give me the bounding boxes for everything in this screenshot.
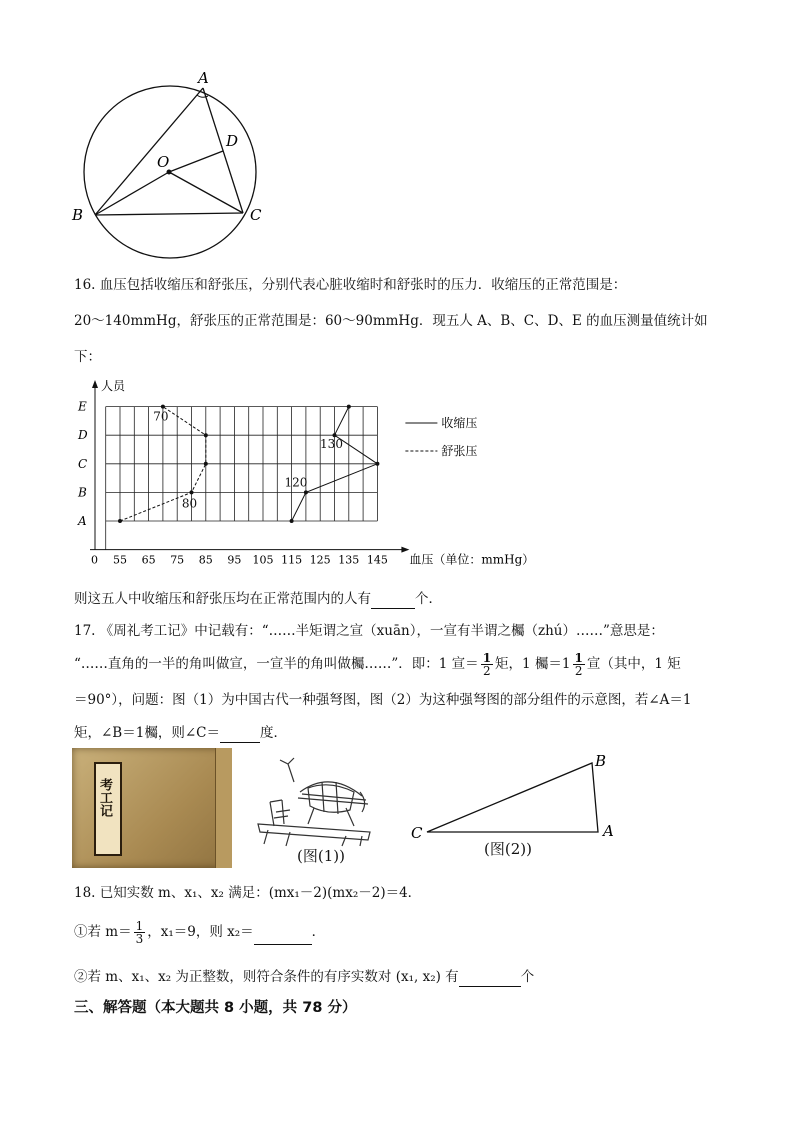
q18-part1-post: ，x₁＝9，则 x₂＝ xyxy=(147,924,254,940)
data-label: 80 xyxy=(181,496,198,511)
data-label: 120 xyxy=(284,475,308,490)
q16-line2: 20～140mmHg，舒张压的正常范围是：60～90mmHg．现五人 A、B、C、D、E 的血压测量值统计如 xyxy=(74,313,708,329)
q16-question-pre: 则这五人中收缩压和舒张压均在正常范围内的人有 xyxy=(74,591,371,607)
tri-label-B: B xyxy=(595,752,607,770)
q16-line3: 下： xyxy=(74,349,101,365)
x-tick-label: 115 xyxy=(281,553,303,567)
x-tick-label: 65 xyxy=(141,553,156,567)
data-label: 70 xyxy=(153,409,169,424)
y-tick-label: D xyxy=(78,428,88,443)
q18-stem: 18. 已知实数 m、x₁、x₂ 满足：(mx₁－2)(mx₂－2)＝4． xyxy=(74,885,422,901)
q17-line2-pre: “……直角的一半的角叫做宣，一宣半的角叫做欘……”．即：1 宣＝ xyxy=(74,656,479,672)
q17-line2-post: 宣（其中，1 矩 xyxy=(586,656,681,672)
label-O: O xyxy=(157,153,170,171)
x-tick-label: 75 xyxy=(170,553,185,567)
fraction-one-half-b: $\frac{1}{2}$ xyxy=(574,651,583,678)
book-binding xyxy=(215,748,232,868)
fig1-caption: (图(1)) xyxy=(297,847,345,865)
fraction-one-third: $\frac{1}{3}$ xyxy=(135,919,144,946)
q17-line4 xyxy=(74,722,287,743)
y-axis-label: 人员 xyxy=(101,379,126,393)
q16-line1: 16. 血压包括收缩压和舒张压，分别代表心脏收缩时和舒张时的压力．收缩压的正常范围是： xyxy=(74,277,627,293)
data-point xyxy=(204,462,208,466)
label-C: C xyxy=(250,206,262,224)
answer-blank-18-1[interactable] xyxy=(254,924,312,945)
data-point xyxy=(347,405,351,409)
q18-part1-pre: ①若 m＝ xyxy=(74,924,132,940)
q16-question-post: 个． xyxy=(415,591,442,607)
x-axis-label: 血压（单位：mmHg） xyxy=(409,552,535,567)
x-tick-label: 135 xyxy=(338,553,360,567)
answer-blank-17[interactable] xyxy=(220,722,260,743)
y-tick-label: E xyxy=(78,399,87,414)
legend-label: 舒张压 xyxy=(441,444,478,458)
book-title: 考工记 xyxy=(97,778,112,817)
tri-label-A: A xyxy=(603,822,614,840)
x-axis-arrow xyxy=(401,547,409,553)
triangle-figure xyxy=(405,750,620,840)
y-tick-label: B xyxy=(78,485,87,500)
legend-label: 收缩压 xyxy=(441,416,478,430)
x-tick-label: 55 xyxy=(113,553,127,567)
y-tick-label: C xyxy=(78,456,88,471)
q16-question xyxy=(74,588,442,609)
q17-line3: ＝90°），问题：图（1）为中国古代一种强弩图，图（2）为这种强弩图的部分组件的示意图，若∠A＝1 xyxy=(74,692,692,708)
answer-blank-18-2[interactable] xyxy=(459,966,521,987)
y-axis-arrow xyxy=(92,380,98,388)
label-D: D xyxy=(226,132,239,150)
x-tick-label: 145 xyxy=(366,553,388,567)
q17-line2-mid: 矩，1 欘＝1 xyxy=(495,656,571,672)
q17-line2 xyxy=(74,652,681,677)
label-B: B xyxy=(72,206,84,224)
data-point xyxy=(290,519,294,523)
q18-part2-post: 个 xyxy=(520,969,535,985)
data-point xyxy=(204,433,208,437)
book-image xyxy=(72,748,232,868)
x-tick-label: 125 xyxy=(309,553,331,567)
data-label: 130 xyxy=(320,437,343,452)
q18-part1 xyxy=(74,920,325,945)
data-point xyxy=(190,490,194,494)
q17-line1: 17. 《周礼考工记》中记载有：“……半矩谓之宣（xuān），一宣有半谓之欘（zhú）……”意思是： xyxy=(74,623,664,639)
y-tick-label: A xyxy=(78,514,87,528)
origin-label: 0 xyxy=(91,553,98,567)
crossbow-sketch xyxy=(250,752,380,847)
x-tick-label: 105 xyxy=(252,553,274,567)
data-point xyxy=(118,519,122,523)
data-point xyxy=(375,462,379,466)
fraction-one-half-a: $\frac{1}{2}$ xyxy=(482,651,492,678)
q17-line4-post: 度． xyxy=(259,725,287,741)
x-tick-label: 85 xyxy=(198,553,213,567)
q18-part1-end: ． xyxy=(311,924,326,940)
tri-label-C: C xyxy=(411,824,423,840)
answer-blank-16[interactable] xyxy=(371,588,415,609)
label-A: A xyxy=(198,69,209,87)
circle-figure xyxy=(65,68,285,268)
data-point xyxy=(304,490,308,494)
fig2-caption: (图(2)) xyxy=(484,840,532,858)
q17-line4-pre: 矩，∠B＝1欘，则∠C＝ xyxy=(74,725,220,741)
bp-chart xyxy=(70,376,540,576)
data-point xyxy=(161,405,165,409)
q18-part2-pre: ②若 m、x₁、x₂ 为正整数，则符合条件的有序实数对 (x₁, x₂) 有 xyxy=(74,969,459,985)
x-tick-label: 95 xyxy=(227,553,242,567)
q18-part2 xyxy=(74,966,534,987)
section-3-title: 三、解答题（本大题共 8 小题，共 78 分） xyxy=(74,1000,357,1016)
